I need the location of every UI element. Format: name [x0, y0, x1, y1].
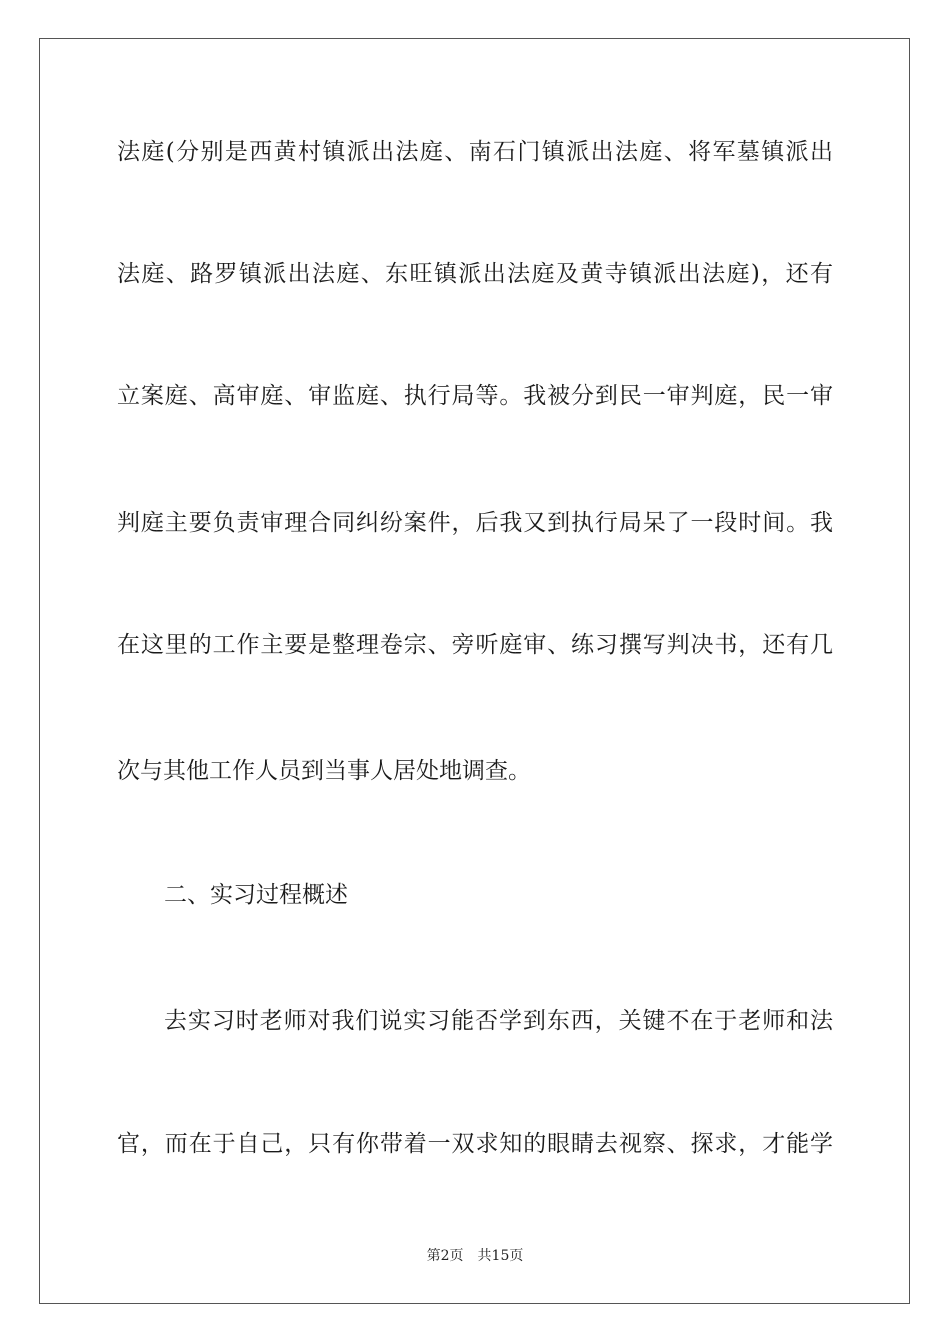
paragraph-line: 官，而在于自己，只有你带着一双求知的眼睛去视察、探求，才能学: [117, 1131, 833, 1157]
page-total: 共15页: [477, 1248, 524, 1264]
paragraph-line: 去实习时老师对我们说实习能否学到东西，关键不在于老师和法: [164, 1008, 833, 1034]
page-footer: [0, 1246, 950, 1266]
paragraph-line: 法庭(分别是西黄村镇派出法庭、南石门镇派出法庭、将军墓镇派出: [117, 139, 833, 165]
paragraph-line: 判庭主要负责审理合同纠纷案件，后我又到执行局呆了一段时间。我: [117, 510, 833, 536]
page-number: 第2页: [426, 1248, 464, 1264]
page-border: [39, 38, 910, 1304]
paragraph-line: 在这里的工作主要是整理卷宗、旁听庭审、练习撰写判决书，还有几: [117, 632, 833, 658]
section-heading: 二、实习过程概述: [164, 882, 348, 908]
paragraph-line: 法庭、路罗镇派出法庭、东旺镇派出法庭及黄寺镇派出法庭)，还有: [117, 261, 833, 287]
paragraph-line: 次与其他工作人员到当事人居处地调查。: [117, 758, 531, 784]
paragraph-line: 立案庭、高审庭、审监庭、执行局等。我被分到民一审判庭，民一审: [117, 383, 833, 409]
